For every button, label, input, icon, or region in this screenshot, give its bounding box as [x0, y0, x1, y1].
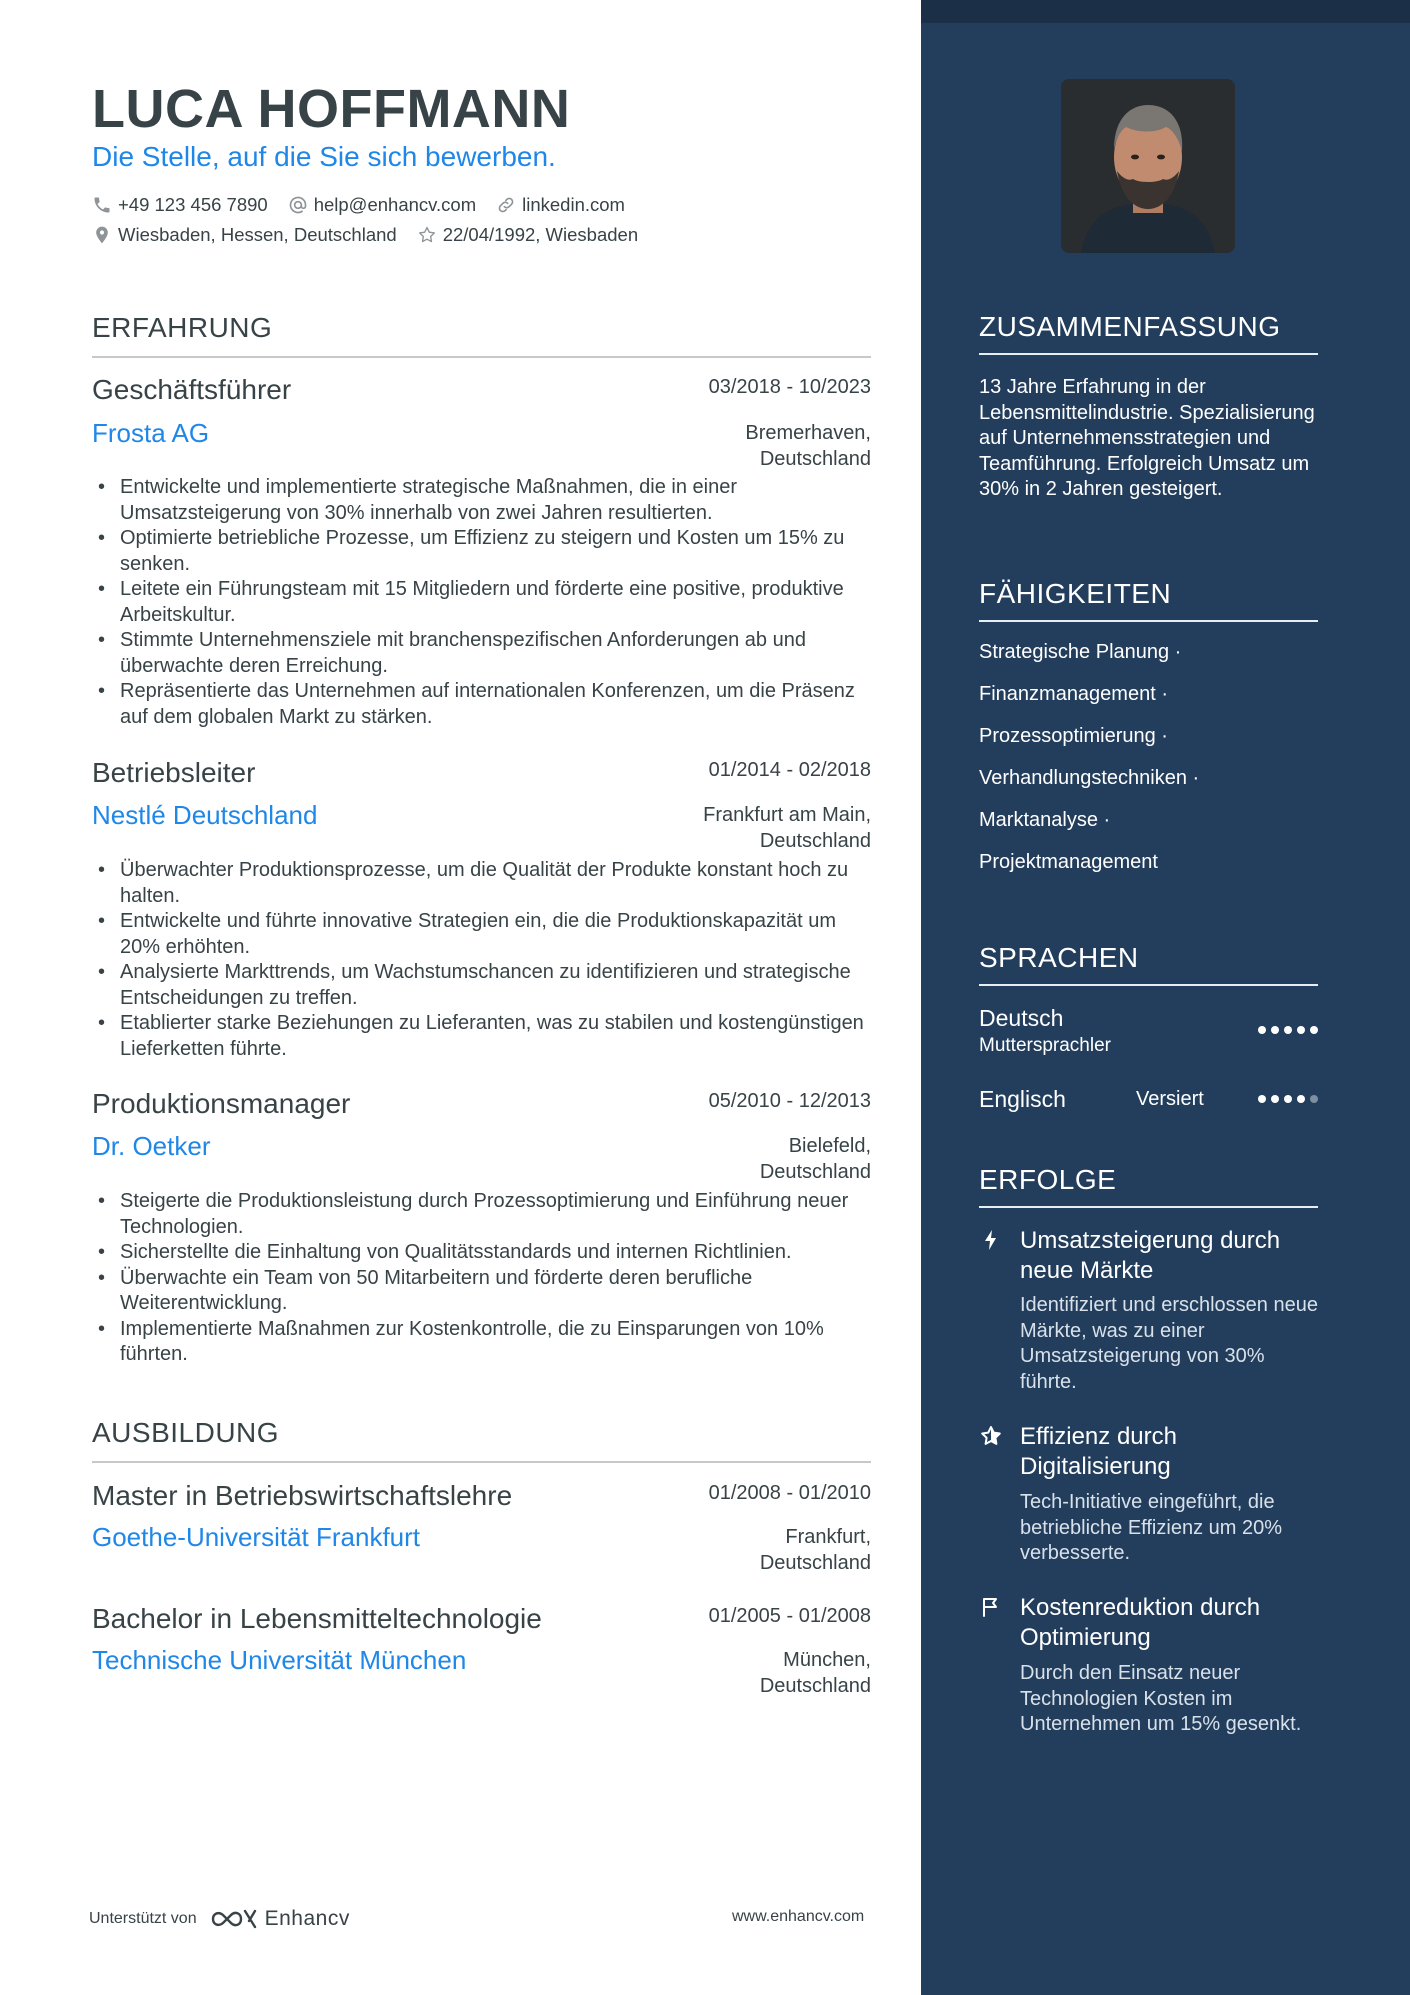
job-bullet: • Stimmte Unternehmensziele mit branchenspezifischen Anforderungen ab und überwachte deren Erreichung.	[120, 628, 871, 679]
job-dates: 03/2018 - 10/2023	[708, 376, 871, 398]
phone-text: +49 123 456 7890	[118, 194, 268, 215]
achievement-title: Kostenreduktion durch Optimierung	[1020, 1594, 1261, 1651]
skills-section-title: FÄHIGKEITEN	[979, 578, 1318, 622]
job-dates: 05/2010 - 12/2013	[708, 1090, 871, 1112]
email-contact[interactable]	[288, 194, 476, 216]
rating-dot-filled	[1297, 1026, 1305, 1034]
enhancv-logo-icon	[209, 1906, 259, 1932]
rating-dot-filled	[1258, 1095, 1266, 1103]
job-company[interactable]: Nestlé Deutschland	[92, 800, 318, 830]
job-dates: 01/2014 - 02/2018	[708, 759, 871, 781]
education-location-line1: München,	[783, 1649, 871, 1671]
achievement-title: Umsatzsteigerung durch neue Märkte	[1020, 1227, 1281, 1284]
flag-icon	[979, 1595, 1003, 1619]
phone-icon	[92, 195, 112, 215]
job-bullet: • Überwachte ein Team von 50 Mitarbeitern und förderte deren berufliche Weiterentwicklung.	[120, 1266, 871, 1317]
candidate-name: LUCA HOFFMANN	[92, 79, 571, 139]
powered-by-label: Unterstützt von	[89, 1910, 197, 1927]
location-text: Wiesbaden, Hessen, Deutschland	[118, 224, 397, 245]
job-bullets	[92, 475, 871, 730]
phone-contact	[92, 194, 268, 216]
sidebar-top-strip	[921, 0, 1410, 23]
job-bullet: • Steigerte die Produktionsleistung durch Prozessoptimierung und Einführung neuer Technologien.	[120, 1189, 871, 1240]
contact-row-1	[92, 194, 645, 216]
rating-dot-filled	[1271, 1095, 1279, 1103]
education-school[interactable]: Goethe-Universität Frankfurt	[92, 1522, 421, 1552]
job-bullet: • Überwachter Produktionsprozesse, um die Qualität der Produkte konstant hoch zu halten.	[120, 858, 871, 909]
footer-website[interactable]: www.enhancv.com	[732, 1908, 865, 1925]
achievement-desc: Identifiziert und erschlossen neue Märkte, was zu einer Umsatzsteigerung von 30% führte.	[1020, 1294, 1318, 1393]
job-bullets	[92, 1189, 871, 1368]
sidebar	[921, 0, 1410, 1995]
languages-section-title: SPRACHEN	[979, 942, 1318, 986]
job-company[interactable]: Dr. Oetker	[92, 1131, 211, 1161]
education-dates: 01/2008 - 01/2010	[708, 1482, 871, 1504]
job-bullet: • Sicherstellte die Einhaltung von Qualitätsstandards und internen Richtlinien.	[120, 1240, 871, 1266]
location-pin-icon	[92, 225, 112, 245]
language-name: Englisch	[979, 1086, 1066, 1112]
linkedin-text[interactable]: linkedin.com	[522, 194, 625, 215]
education-location-line2: Deutschland	[759, 1552, 871, 1574]
language-name: Deutsch	[979, 1005, 1064, 1031]
job-location-line1: Frankfurt am Main,	[703, 804, 871, 826]
job-title: Geschäftsführer	[92, 374, 292, 405]
job-bullets	[92, 858, 871, 1062]
job-bullet: • Implementierte Maßnahmen zur Kostenkontrolle, die zu Einsparungen von 10% führten.	[120, 1317, 871, 1368]
education-dates: 01/2005 - 01/2008	[708, 1605, 871, 1627]
language-level: Versiert	[1136, 1088, 1204, 1110]
job-location	[611, 1133, 871, 1185]
skill-item: Verhandlungstechniken ·	[979, 767, 1200, 789]
education-section-title: AUSBILDUNG	[92, 1417, 871, 1463]
link-icon	[496, 195, 516, 215]
education-degree: Bachelor in Lebensmitteltechnologie	[92, 1603, 542, 1634]
job-bullet: • Analysierte Markttrends, um Wachstumschancen zu identifizieren und strategische Entscheidungen zu treffen.	[120, 960, 871, 1011]
rating-dot-filled	[1258, 1026, 1266, 1034]
email-text[interactable]: help@enhancv.com	[313, 194, 477, 215]
skill-item: Finanzmanagement ·	[979, 683, 1168, 705]
language-level: Muttersprachler	[979, 1035, 1111, 1056]
job-location	[611, 420, 871, 472]
education-school[interactable]: Technische Universität München	[92, 1645, 467, 1675]
job-bullet: • Leitete ein Führungsteam mit 15 Mitgliedern und förderte eine positive, produktive Arbeitskultur.	[120, 577, 871, 628]
bolt-icon	[979, 1228, 1003, 1252]
job-location-line1: Bielefeld,	[788, 1135, 871, 1157]
language-rating	[1253, 1095, 1318, 1103]
location-contact	[92, 224, 397, 246]
rating-dot-filled	[1284, 1095, 1292, 1103]
skill-item: Marktanalyse ·	[979, 809, 1111, 831]
skill-item: Strategische Planung ·	[979, 641, 1182, 663]
achievement-desc: Durch den Einsatz neuer Technologien Kosten im Unternehmen um 15% gesenkt.	[1020, 1662, 1302, 1735]
job-location-line1: Bremerhaven,	[745, 422, 871, 444]
star-outline-icon	[417, 225, 437, 245]
education-location-line2: Deutschland	[759, 1675, 871, 1697]
achievement-title: Effizienz durch Digitalisierung	[1020, 1423, 1177, 1480]
enhancv-brand: Enhancv	[264, 1907, 350, 1930]
achievement-desc: Tech-Initiative eingeführt, die betriebliche Effizienz um 20% verbesserte.	[1020, 1491, 1282, 1564]
birth-text: 22/04/1992, Wiesbaden	[442, 224, 639, 245]
job-bullet: • Entwickelte und führte innovative Strategien ein, die die Produktionskapazität um 20% erhöhten.	[120, 909, 871, 960]
job-location-line2: Deutschland	[759, 830, 871, 852]
language-rating	[1253, 1026, 1318, 1034]
footer-powered-by[interactable]	[89, 1906, 350, 1932]
job-location	[611, 802, 871, 854]
job-bullet: • Repräsentierte das Unternehmen auf internationalen Konferenzen, um die Präsenz auf dem globalen Markt zu stärken.	[120, 679, 871, 730]
rating-dot-filled	[1284, 1026, 1292, 1034]
portrait-image	[1061, 79, 1235, 253]
rating-dot-empty	[1310, 1095, 1318, 1103]
job-bullet: • Optimierte betriebliche Prozesse, um Effizienz zu steigern und Kosten um 15% zu senken.	[120, 526, 871, 577]
experience-section-title: ERFAHRUNG	[92, 312, 871, 358]
target-role: Die Stelle, auf die Sie sich bewerben.	[92, 141, 556, 172]
job-location-line2: Deutschland	[759, 448, 871, 470]
contact-row-2	[92, 224, 658, 246]
summary-text: 13 Jahre Erfahrung in der Lebensmittelindustrie. Spezialisierung auf Unternehmensstrategien und Teamführung. Erfolgreich Umsatz um 30% in 2 Jahren gesteigert.	[979, 376, 1315, 500]
job-title: Produktionsmanager	[92, 1088, 351, 1119]
education-location-line1: Frankfurt,	[785, 1526, 871, 1548]
job-bullet: • Etablierter starke Beziehungen zu Lieferanten, was zu stabilen und kostengünstigen Lieferketten führte.	[120, 1011, 871, 1062]
education-location	[611, 1647, 871, 1699]
at-icon	[288, 195, 308, 215]
education-location	[611, 1524, 871, 1576]
linkedin-contact[interactable]	[496, 194, 625, 216]
birth-contact	[417, 224, 638, 246]
skill-item: Projektmanagement	[979, 851, 1158, 873]
job-title: Betriebsleiter	[92, 757, 256, 788]
job-company[interactable]: Frosta AG	[92, 418, 210, 448]
rating-dot-filled	[1297, 1095, 1305, 1103]
summary-section-title: ZUSAMMENFASSUNG	[979, 311, 1318, 355]
job-bullet: • Entwickelte und implementierte strategische Maßnahmen, die in einer Umsatzsteigerung von 30% innerhalb von zwei Jahren resultierten.	[120, 475, 871, 526]
rating-dot-filled	[1271, 1026, 1279, 1034]
star-icon	[979, 1424, 1003, 1448]
profile-photo	[1061, 79, 1235, 253]
rating-dot-filled	[1310, 1026, 1318, 1034]
education-degree: Master in Betriebswirtschaftslehre	[92, 1480, 513, 1511]
achievements-section-title: ERFOLGE	[979, 1164, 1318, 1208]
job-location-line2: Deutschland	[759, 1161, 871, 1183]
skill-item: Prozessoptimierung ·	[979, 725, 1168, 747]
